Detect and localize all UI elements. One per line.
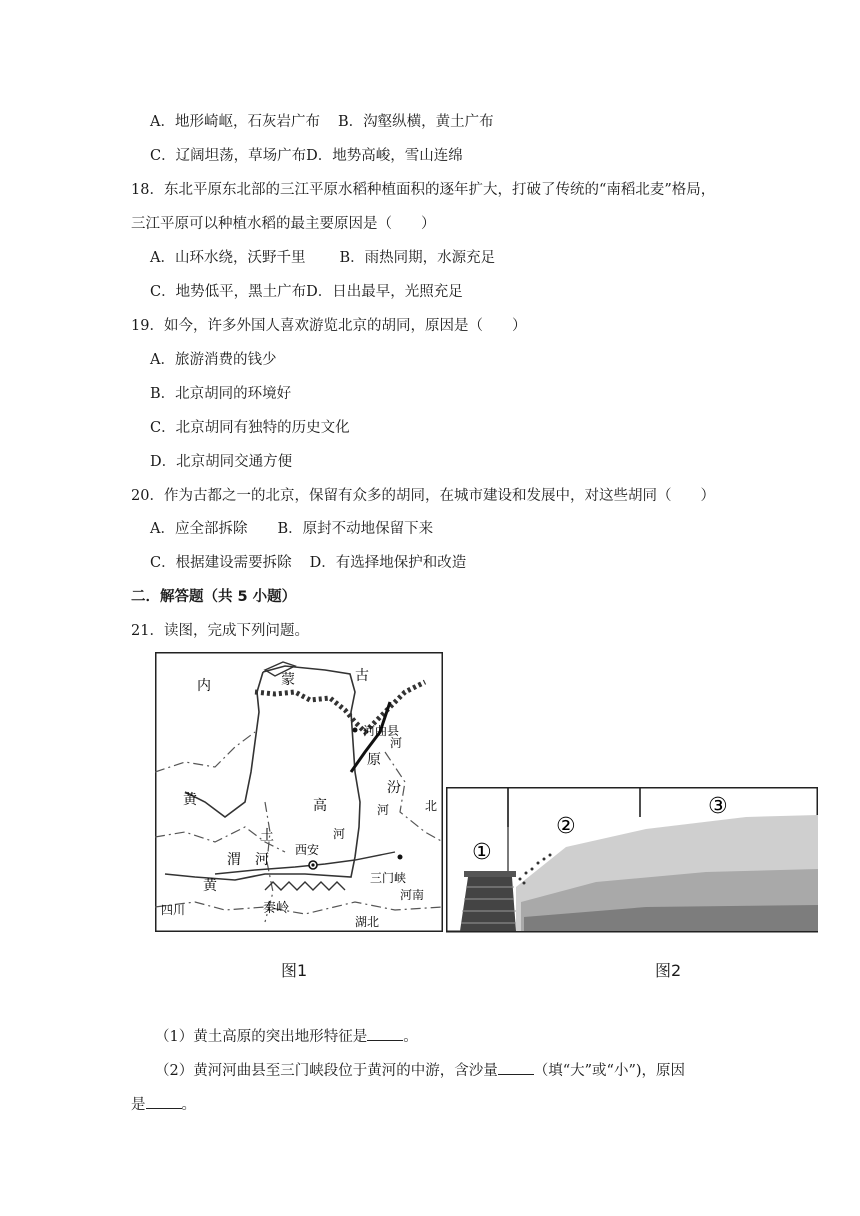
q19-option-d: D．北京胡同交通方便: [150, 454, 293, 470]
section-title: 二．解答题（共 5 小题）: [131, 589, 297, 605]
q20-option-c: C．根据建设需要拆除: [150, 555, 292, 571]
figure-1-caption: 图1: [281, 961, 308, 980]
map-label-xian: 西安: [295, 843, 320, 857]
q18-stem-line1: 18．东北平原东北部的三江平原水稻种植面积的逐年扩大，打破了传统的“南稻北麦”格局，: [131, 182, 716, 198]
map-label-sichuan: 四川: [161, 903, 186, 917]
q19-option-b: B．北京胡同的环境好: [150, 386, 292, 402]
diagram-label-3: ③: [708, 794, 728, 819]
map-label-huang-bottom: 黄: [203, 878, 217, 894]
q17-options-row1: [150, 112, 494, 132]
q18-option-d: D．日出最早，光照充足: [306, 284, 463, 300]
q21-sub2-text-b: （填“大”或“小”)，原因: [533, 1063, 686, 1079]
q18-options-row1: [150, 248, 495, 268]
q21-sub1-blank[interactable]: [367, 1026, 403, 1041]
q21-sub1-end: 。: [403, 1029, 418, 1045]
q21-sub2-text-c: 是: [131, 1097, 146, 1113]
q17-option-d: D．地势高峻，雪山连绵: [306, 148, 463, 164]
map-label-fen: 汾: [387, 780, 401, 796]
q20-options-row2: [150, 553, 466, 573]
map-label-henan: 河南: [400, 888, 425, 902]
q21-sub1: [155, 1026, 418, 1047]
q18-option-c: C．地势低平，黑土广布: [150, 284, 307, 300]
q20-option-b: B．原封不动地保留下来: [277, 521, 434, 537]
q21-sub2-line1: [155, 1060, 685, 1081]
diagram-label-1: ①: [472, 840, 492, 865]
q18-option-a: A．山环水绕，沃野千里: [150, 250, 306, 266]
q21-stem: 21．读图，完成下列问题。: [131, 623, 309, 639]
map-label-tu: 土: [260, 828, 274, 844]
map-label-hequ: 河曲县: [363, 724, 400, 738]
q18-options-row2: [150, 282, 463, 302]
map-label-qinling: 秦岭: [263, 901, 290, 916]
figure-2-caption: 图2: [655, 961, 682, 980]
q17-option-b: B．沟壑纵横，黄土广布: [337, 114, 494, 130]
map-label-huang-left: 黄: [183, 792, 197, 808]
map-label-wei-he: 河: [255, 852, 269, 868]
diagram-label-2: ②: [556, 814, 576, 839]
figure-1-map: [155, 652, 443, 932]
map-label-sanmenxia: 三门峡: [370, 871, 407, 885]
map-label-fen-he: 河: [377, 803, 390, 817]
map-label-he-vertical: 河: [333, 827, 346, 841]
q20-options-row1: [150, 519, 433, 539]
q21-sub2-end: 。: [181, 1097, 196, 1113]
map-label-meng: 蒙: [281, 672, 295, 688]
q19-option-a: A．旅游消费的钱少: [150, 352, 277, 368]
q21-sub2-blank-1[interactable]: [498, 1060, 534, 1075]
map-label-river-he: 河: [390, 736, 403, 750]
q17-option-a: A．地形崎岖，石灰岩广布: [150, 114, 320, 130]
map-label-gu: 古: [355, 668, 369, 684]
q21-sub2-blank-2[interactable]: [146, 1094, 182, 1109]
q21-sub2-line2: [131, 1094, 196, 1115]
q17-option-c: C．辽阔坦荡，草场广布: [150, 148, 307, 164]
q19-option-c: C．北京胡同有独特的历史文化: [150, 420, 350, 436]
q20-option-a: A．应全部拆除: [150, 521, 248, 537]
q18-option-b: B．雨热同期，水源充足: [339, 250, 496, 266]
map-label-hubei: 湖北: [355, 915, 380, 929]
q20-stem: 20．作为古都之一的北京，保留有众多的胡同，在城市建设和发展中，对这些胡同（ ）: [131, 488, 715, 504]
map-label-bei: 北: [425, 799, 438, 813]
q19-stem: 19．如今，许多外国人喜欢游览北京的胡同，原因是（ ）: [131, 318, 527, 334]
figure-2-diagram: [446, 787, 818, 933]
q20-option-d: D．有选择地保护和改造: [309, 555, 467, 571]
map-label-wei: 渭: [227, 852, 241, 868]
map-label-yuan: 原: [367, 752, 381, 768]
q17-options-row2: [150, 146, 463, 166]
q21-sub1-text: （1）黄土高原的突出地形特征是: [155, 1029, 368, 1045]
q21-sub2-text-a: （2）黄河河曲县至三门峡段位于黄河的中游，含沙量: [155, 1063, 498, 1079]
map-label-gao: 高: [313, 798, 327, 814]
map-label-nei: 内: [197, 678, 211, 694]
q18-stem-line2: 三江平原可以种植水稻的最主要原因是（ ）: [131, 216, 436, 232]
